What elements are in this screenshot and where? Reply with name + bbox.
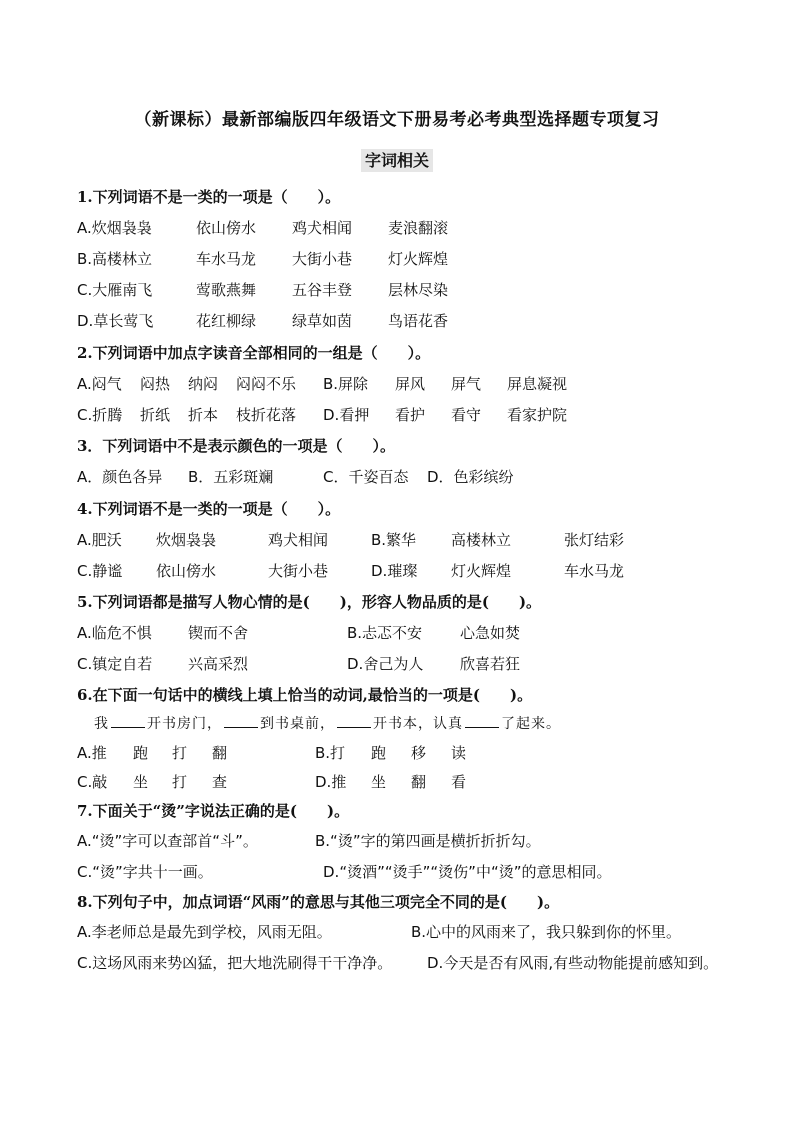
option-cell: B.屏除	[323, 375, 369, 393]
section-heading-label: 字词相关	[361, 149, 433, 172]
option-cell: B.繁华	[371, 531, 417, 549]
option-cell: 鸡犬相闻	[292, 219, 353, 237]
option-cell: 层林尽染	[388, 281, 449, 299]
option-cell: B.打	[315, 744, 346, 762]
option-cell: A.推	[77, 744, 107, 762]
option-cell: 炊烟袅袅	[156, 531, 217, 549]
option-cell: 屏息凝视	[507, 375, 568, 393]
option-cell: 看守	[451, 406, 482, 424]
question-8-stem: 8.下列句子中，加点词语“风雨”的意思与其他三项完全不同的是( )。	[77, 893, 560, 911]
question-3-stem: 3．下列词语中不是表示颜色的一项是（ ）。	[77, 437, 395, 455]
question-6-option-row	[0, 771, 794, 793]
option-cell: 张灯结彩	[564, 531, 625, 549]
option-cell: C.大雁南飞	[77, 281, 153, 299]
option-cell: C.折腾	[77, 406, 123, 424]
question-5-option-row	[0, 622, 794, 644]
answer-blank	[337, 727, 371, 728]
option-cell: 五谷丰登	[292, 281, 353, 299]
question-3-option-row	[0, 466, 794, 488]
option-cell: A.肥沃	[77, 531, 122, 549]
question-6-option-row	[0, 742, 794, 764]
question-7-stem: 7.下面关于“烫”字说法正确的是( )。	[77, 802, 350, 820]
option-cell: 读	[451, 744, 467, 762]
option-cell: 心急如焚	[460, 624, 521, 642]
option-cell: A．颜色各异	[77, 468, 163, 486]
option-cell: D.璀璨	[371, 562, 418, 580]
option-cell: 屏气	[451, 375, 482, 393]
question-2-stem: 2.下列词语中加点字读音全部相同的一组是（ ）。	[77, 344, 431, 362]
question-6-stem: 6.在下面一句话中的横线上填上恰当的动词,最恰当的一项是( )。	[77, 686, 533, 704]
sentence-part: 了起来。	[501, 716, 561, 732]
option-cell: C.敲	[77, 773, 108, 791]
sentence-part: 到书桌前，	[260, 716, 335, 732]
option-cell: 枝折花落	[236, 406, 297, 424]
option-cell: 闷热	[140, 375, 171, 393]
option-cell: 绿草如茵	[292, 312, 353, 330]
option-cell: 坐	[371, 773, 387, 791]
option-cell: A.临危不惧	[77, 624, 152, 642]
option-cell: 车水马龙	[196, 250, 257, 268]
question-8-option-row	[0, 921, 794, 943]
question-1-stem: 1.下列词语不是一类的一项是（ ）。	[77, 188, 341, 206]
question-4-stem: 4.下列词语不是一类的一项是（ ）。	[77, 500, 341, 518]
answer-blank	[111, 727, 145, 728]
page-title: （新课标）最新部编版四年级语文下册易考必考典型选择题专项复习	[134, 110, 660, 130]
option-cell: 欣喜若狂	[460, 655, 521, 673]
option-cell: 闷闷不乐	[236, 375, 297, 393]
option-cell: B.忐忑不安	[347, 624, 423, 642]
option-cell: 看家护院	[507, 406, 568, 424]
option-cell: 车水马龙	[564, 562, 625, 580]
option-cell: D.看押	[323, 406, 370, 424]
option-cell: 翻	[212, 744, 228, 762]
option-cell: B.心中的风雨来了，我只躲到你的怀里。	[411, 923, 682, 941]
option-cell: 锲而不舍	[188, 624, 249, 642]
option-cell: B.“烫”字的第四画是横折折折勾。	[315, 832, 541, 850]
question-8-option-row	[0, 952, 794, 974]
option-cell: D.草长莺飞	[77, 312, 154, 330]
question-1-option-row	[0, 279, 794, 301]
option-cell: D.今天是否有风雨,有些动物能提前感知到。	[427, 954, 719, 972]
option-cell: A.李老师总是最先到学校，风雨无阻。	[77, 923, 332, 941]
option-cell: 花红柳绿	[196, 312, 257, 330]
option-cell: C.静谧	[77, 562, 123, 580]
option-cell: 屏风	[395, 375, 426, 393]
question-7-option-row	[0, 830, 794, 852]
option-cell: 打	[172, 744, 188, 762]
option-cell: D．色彩缤纷	[427, 468, 514, 486]
option-cell: 兴高采烈	[188, 655, 249, 673]
question-5-stem: 5.下列词语都是描写人物心情的是( )，形容人物品质的是( )。	[77, 593, 542, 611]
option-cell: 依山傍水	[196, 219, 257, 237]
option-cell: 折本	[188, 406, 219, 424]
option-cell: D.推	[315, 773, 347, 791]
question-4-option-row	[0, 529, 794, 551]
option-cell: 查	[212, 773, 228, 791]
option-cell: 莺歌燕舞	[196, 281, 257, 299]
option-cell: A.“烫”字可以查部首“斗”。	[77, 832, 258, 850]
question-2-option-row	[0, 404, 794, 426]
option-cell: 看护	[395, 406, 426, 424]
option-cell: B.高楼林立	[77, 250, 153, 268]
option-cell: 鸟语花香	[388, 312, 449, 330]
question-4-option-row	[0, 560, 794, 582]
option-cell: 跑	[371, 744, 387, 762]
sentence-part: 我	[94, 716, 109, 732]
option-cell: C．千姿百态	[323, 468, 409, 486]
option-cell: 依山傍水	[156, 562, 217, 580]
question-1-option-row	[0, 248, 794, 270]
option-cell: 折纸	[140, 406, 171, 424]
option-cell: 翻	[411, 773, 427, 791]
question-5-option-row	[0, 653, 794, 675]
option-cell: A.闷气	[77, 375, 122, 393]
option-cell: 鸡犬相闻	[268, 531, 329, 549]
option-cell: 大街小巷	[292, 250, 353, 268]
question-1-option-row	[0, 310, 794, 332]
option-cell: B．五彩斑斓	[188, 468, 274, 486]
answer-blank	[224, 727, 258, 728]
option-cell: 看	[451, 773, 467, 791]
sentence-part: 开书本，认真	[373, 716, 463, 732]
option-cell: 打	[172, 773, 188, 791]
option-cell: C.这场风雨来势凶猛，把大地洗刷得干干净净。	[77, 954, 393, 972]
section-heading	[0, 148, 794, 171]
question-1-option-row	[0, 217, 794, 239]
question-6-fill-sentence	[94, 713, 561, 733]
option-cell: 灯火辉煌	[451, 562, 512, 580]
option-cell: 纳闷	[188, 375, 219, 393]
option-cell: 灯火辉煌	[388, 250, 449, 268]
option-cell: D.舍己为人	[347, 655, 424, 673]
option-cell: 大街小巷	[268, 562, 329, 580]
option-cell: 高楼林立	[451, 531, 512, 549]
option-cell: 跑	[133, 744, 149, 762]
sentence-part: 开书房门，	[147, 716, 222, 732]
question-7-option-row	[0, 861, 794, 883]
option-cell: 移	[411, 744, 427, 762]
option-cell: 麦浪翻滚	[388, 219, 449, 237]
option-cell: A.炊烟袅袅	[77, 219, 152, 237]
option-cell: C.“烫”字共十一画。	[77, 863, 213, 881]
question-2-option-row	[0, 373, 794, 395]
answer-blank	[465, 727, 499, 728]
option-cell: C.镇定自若	[77, 655, 153, 673]
option-cell: D.“烫酒”“烫手”“烫伤”中“烫”的意思相同。	[323, 863, 612, 881]
option-cell: 坐	[133, 773, 149, 791]
